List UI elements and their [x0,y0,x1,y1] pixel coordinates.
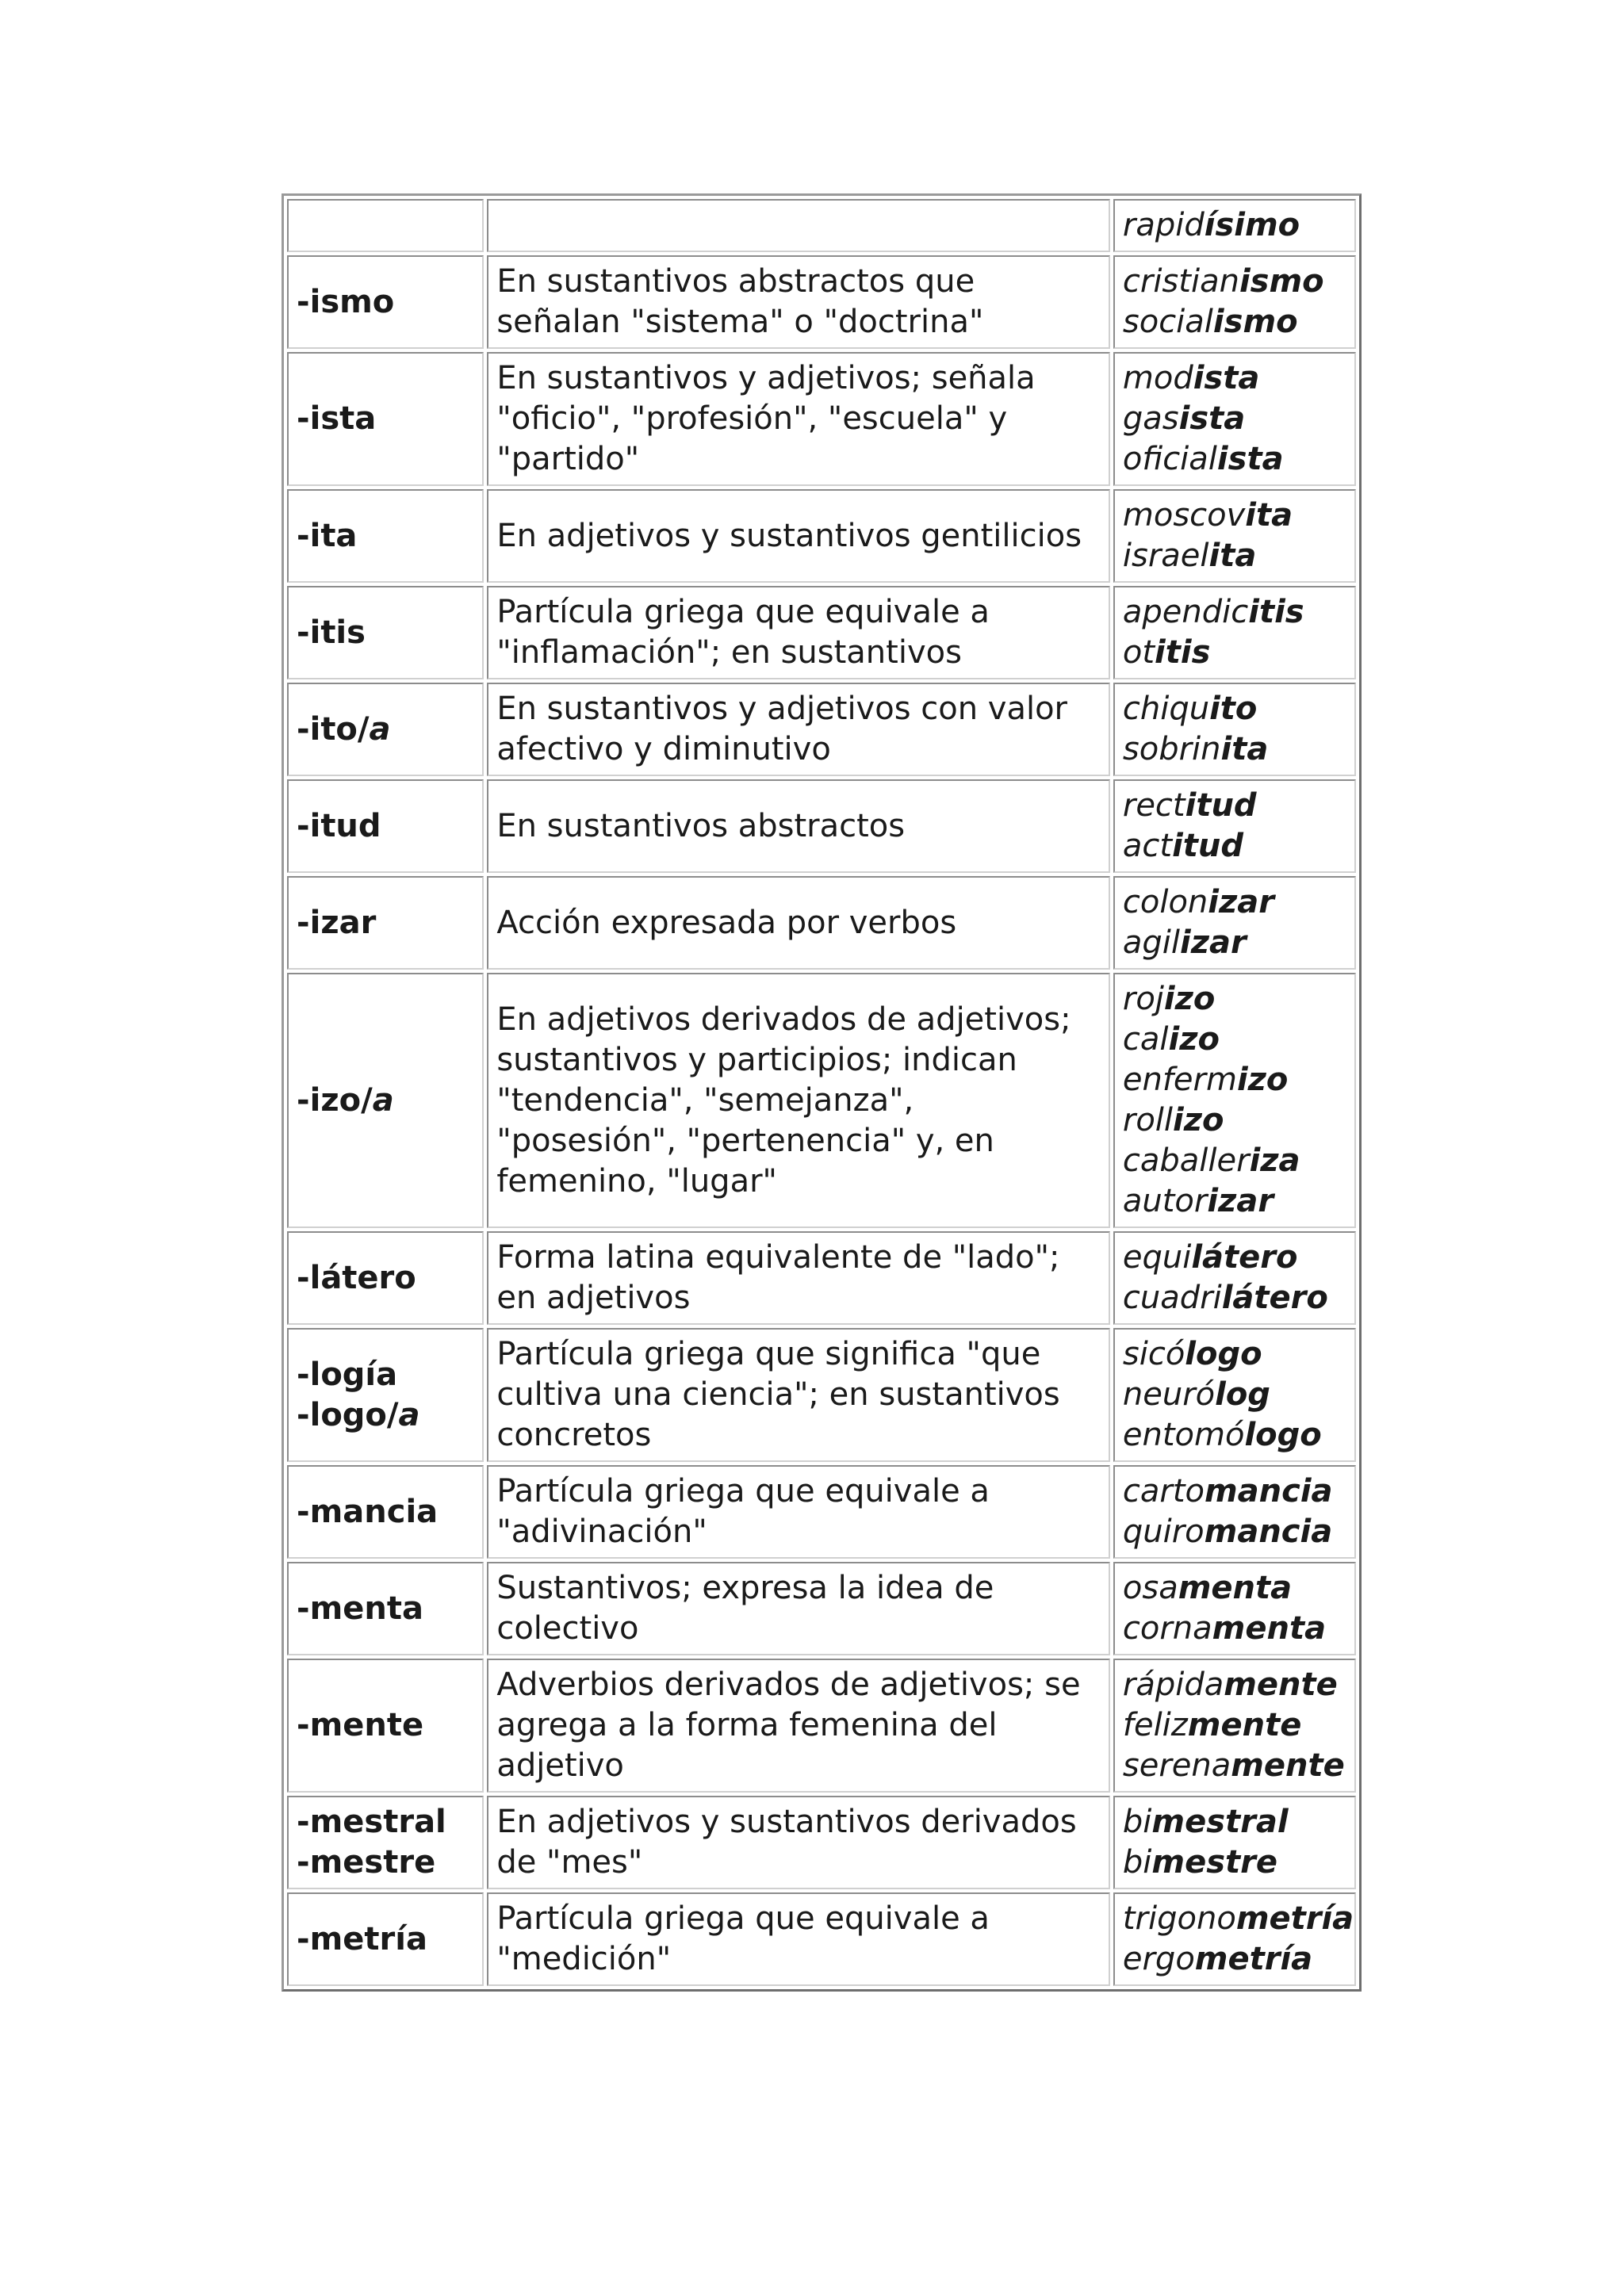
example-suffix: ismo [1212,304,1298,340]
suffix-cell [287,973,484,1228]
example-stem: sicó [1122,1336,1185,1372]
suffix-cell [287,199,484,252]
example-suffix: itis [1155,634,1211,671]
example-suffix: ita [1208,538,1257,574]
suffix-text [297,903,474,943]
examples-cell [1113,1659,1356,1793]
example-word [1123,1278,1346,1318]
description-cell: Acción expresada por verbos [487,876,1110,970]
example-word [1123,496,1346,536]
description-cell: Partícula griega que equivale a "inflamación"; en sustantivos [487,586,1110,679]
suffix-cell [287,779,484,873]
example-suffix: ito [1209,691,1258,727]
table-row [287,1562,1356,1655]
example-stem: rápida [1122,1667,1224,1703]
example-word [1123,689,1346,729]
examples-cell [1113,1562,1356,1655]
example-suffix: mancia [1204,1473,1333,1510]
description-cell: Adverbios derivados de adjetivos; se agrega a la forma femenina del adjetivo [487,1659,1110,1793]
example-suffix: metría [1194,1941,1313,1977]
table-row [287,683,1356,776]
table-row [287,352,1356,486]
example-word [1123,1512,1346,1552]
example-word [1123,979,1346,1020]
example-suffix: izar [1180,924,1247,961]
example-word [1123,205,1346,246]
suffix-main: -metría [297,1920,427,1957]
example-stem: colon [1122,884,1208,920]
description-cell: En adjetivos y sustantivos derivados de "mes" [487,1796,1110,1889]
example-stem: roll [1122,1102,1174,1138]
suffix-text [297,1919,474,1960]
example-stem: cristian [1122,263,1239,300]
examples-cell [1113,489,1356,583]
example-word [1123,1665,1346,1705]
example-stem: act [1122,828,1173,864]
example-suffix: mestre [1151,1844,1277,1881]
example-suffix: logo [1244,1417,1322,1453]
example-stem: bi [1122,1844,1152,1881]
example-word [1123,1843,1346,1883]
example-suffix: mestral [1151,1804,1289,1840]
example-suffix: log [1215,1376,1270,1413]
suffix-main: -logo/ [297,1396,399,1433]
suffix-cell [287,1796,484,1889]
example-word [1123,1939,1346,1980]
example-suffix: ista [1216,441,1284,477]
example-suffix: látero [1191,1239,1298,1276]
example-suffix: logo [1185,1336,1262,1372]
example-stem: quiro [1122,1513,1205,1550]
example-word [1123,1471,1346,1512]
suffix-cell [287,1892,484,1986]
example-stem: mod [1122,360,1193,396]
example-stem: autor [1122,1183,1208,1219]
example-stem: enferm [1122,1062,1237,1098]
example-stem: trigono [1122,1900,1236,1937]
example-stem: bi [1122,1804,1152,1840]
example-stem: neuró [1122,1376,1216,1413]
example-stem: feliz [1122,1707,1188,1743]
description-cell: En sustantivos y adjetivos; señala "oficio", "profesión", "escuela" y "partido" [487,352,1110,486]
suffix-text [297,1843,474,1883]
example-word [1123,262,1346,302]
examples-cell [1113,779,1356,873]
suffix-text [297,1802,474,1843]
example-suffix: menta [1178,1570,1293,1606]
description-cell: Partícula griega que equivale a "adivinación" [487,1465,1110,1559]
example-suffix: mente [1231,1747,1345,1784]
example-word [1123,1060,1346,1100]
suffix-feminine-ending: a [369,710,391,748]
suffix-text [297,613,474,653]
suffix-cell [287,489,484,583]
suffix-cell [287,1231,484,1325]
suffix-main: -mestral [297,1804,446,1840]
suffix-main: -mente [297,1707,424,1743]
suffix-text [297,1395,474,1436]
example-word [1123,536,1346,576]
example-word [1123,1181,1346,1222]
example-suffix: itud [1185,787,1257,824]
suffix-main: -ito/ [297,710,370,748]
example-suffix: izo [1236,1062,1289,1098]
table-row [287,876,1356,970]
table-row [287,199,1356,252]
example-suffix: ista [1193,360,1260,396]
suffix-main: -izar [297,904,377,941]
suffix-main: -logía [297,1356,398,1393]
suffix-cell [287,683,484,776]
example-suffix: ísimo [1204,207,1300,243]
suffix-text [297,1355,474,1395]
examples-cell [1113,255,1356,349]
examples-cell [1113,1892,1356,1986]
example-suffix: izo [1163,981,1216,1017]
examples-cell [1113,1328,1356,1462]
table-row [287,779,1356,873]
suffix-text [297,1492,474,1533]
example-stem: rect [1122,787,1185,824]
example-word [1123,923,1346,963]
example-stem: gas [1122,400,1179,437]
example-word [1123,826,1346,867]
suffix-feminine-ending: a [372,1081,394,1119]
suffix-main: -mancia [297,1493,439,1530]
example-suffix: mente [1187,1707,1302,1743]
example-stem: cal [1122,1021,1169,1058]
description-cell: Partícula griega que significa "que cultiva una ciencia"; en sustantivos concretos [487,1328,1110,1462]
description-cell: Sustantivos; expresa la idea de colectivo [487,1562,1110,1655]
examples-cell [1113,1796,1356,1889]
example-stem: osa [1122,1570,1178,1606]
suffix-cell [287,1659,484,1793]
example-suffix: ismo [1239,263,1324,300]
table-row [287,1328,1356,1462]
example-suffix: izar [1208,884,1274,920]
example-stem: agil [1122,924,1181,961]
example-word [1122,1899,1354,1939]
example-suffix: itis [1248,594,1304,630]
example-stem: moscov [1122,497,1246,534]
table-row [287,1659,1356,1793]
table-row [287,1796,1356,1889]
suffix-main: -látero [297,1259,416,1296]
suffix-table-body [287,199,1356,1986]
example-suffix: menta [1212,1610,1327,1647]
table-row [287,489,1356,583]
table-row [287,255,1356,349]
example-stem: chiqu [1122,691,1210,727]
example-suffix: mancia [1204,1513,1333,1550]
example-stem: israel [1122,538,1209,574]
table-row [287,1231,1356,1325]
examples-cell [1113,199,1356,252]
suffix-main: -mestre [297,1844,436,1881]
example-word [1123,1334,1346,1375]
suffix-text [297,399,474,439]
suffix-main: -ismo [297,283,395,320]
suffix-cell [287,586,484,679]
examples-cell [1113,1465,1356,1559]
example-word [1123,1141,1346,1181]
suffix-text [297,1589,474,1629]
suffix-text [297,1705,474,1746]
example-stem: caballer [1122,1142,1250,1179]
example-stem: corna [1122,1610,1212,1647]
suffix-text [297,1258,474,1299]
example-word [1123,358,1346,399]
table-row [287,973,1356,1228]
suffix-feminine-ending: a [398,1396,420,1433]
description-cell [487,199,1110,252]
example-suffix: ita [1245,497,1293,534]
example-stem: sobrin [1122,731,1221,767]
suffix-cell [287,876,484,970]
suffix-main: -itud [297,807,381,844]
suffix-cell [287,255,484,349]
example-stem: apendic [1122,594,1249,630]
example-suffix: izo [1168,1021,1220,1058]
suffix-cell [287,1328,484,1462]
suffix-main: -ita [297,517,358,554]
example-stem: roj [1122,981,1164,1017]
example-word [1123,1020,1346,1060]
examples-cell [1113,683,1356,776]
example-word [1123,1568,1346,1609]
suffix-cell [287,352,484,486]
example-stem: ergo [1122,1941,1195,1977]
example-word [1123,882,1346,923]
example-suffix: izar [1207,1183,1274,1219]
example-word [1123,1100,1346,1141]
suffix-main: -ista [297,400,377,437]
suffix-text [297,710,474,750]
example-word [1123,592,1346,633]
example-word [1123,439,1346,480]
example-word [1123,1802,1346,1843]
description-cell: En sustantivos abstractos que señalan "sistema" o "doctrina" [487,255,1110,349]
suffix-text [297,282,474,323]
example-suffix: izo [1173,1102,1224,1138]
example-word [1123,1415,1346,1456]
example-stem: entomó [1122,1417,1245,1453]
examples-cell [1113,352,1356,486]
suffix-main: -itis [297,614,366,651]
description-cell: En adjetivos y sustantivos gentilicios [487,489,1110,583]
example-stem: cuadri [1122,1280,1222,1316]
example-suffix: mente [1224,1667,1338,1703]
example-suffix: ita [1220,731,1269,767]
description-cell: Partícula griega que equivale a "medición" [487,1892,1110,1986]
example-word [1123,1705,1346,1746]
suffix-table [282,193,1362,1992]
example-stem: rapid [1122,207,1205,243]
examples-cell [1113,876,1356,970]
description-cell: En sustantivos y adjetivos con valor afectivo y diminutivo [487,683,1110,776]
description-cell: En sustantivos abstractos [487,779,1110,873]
example-suffix: metría [1235,1900,1354,1937]
suffix-text [297,806,474,847]
examples-cell [1113,973,1356,1228]
example-word [1123,633,1346,673]
suffix-main: -izo/ [297,1081,373,1119]
example-word [1123,1746,1346,1786]
examples-cell [1113,586,1356,679]
example-stem: social [1122,304,1213,340]
suffix-main: -menta [297,1590,423,1627]
description-cell: Forma latina equivalente de "lado"; en adjetivos [487,1231,1110,1325]
example-word [1123,1238,1346,1278]
suffix-text [297,516,474,557]
example-suffix: ista [1178,400,1246,437]
example-word [1123,729,1346,770]
suffix-cell [287,1465,484,1559]
example-word [1123,786,1346,826]
suffix-cell [287,1562,484,1655]
example-word [1123,399,1346,439]
example-stem: serena [1122,1747,1231,1784]
description-cell: En adjetivos derivados de adjetivos; sustantivos y participios; indican "tendencia", "semejanza", "posesión", "pertenencia" y, en femenino, "lugar" [487,973,1110,1228]
table-row [287,1465,1356,1559]
example-word [1123,302,1346,342]
example-suffix: látero [1221,1280,1328,1316]
example-stem: ot [1122,634,1155,671]
example-suffix: itud [1172,828,1244,864]
example-suffix: iza [1249,1142,1300,1179]
example-word [1123,1609,1346,1649]
table-row [287,1892,1356,1986]
example-stem: equi [1122,1239,1192,1276]
suffix-text [297,1081,474,1121]
example-word [1123,1375,1346,1415]
example-stem: oficial [1122,441,1217,477]
example-stem: carto [1122,1473,1205,1510]
table-row [287,586,1356,679]
examples-cell [1113,1231,1356,1325]
